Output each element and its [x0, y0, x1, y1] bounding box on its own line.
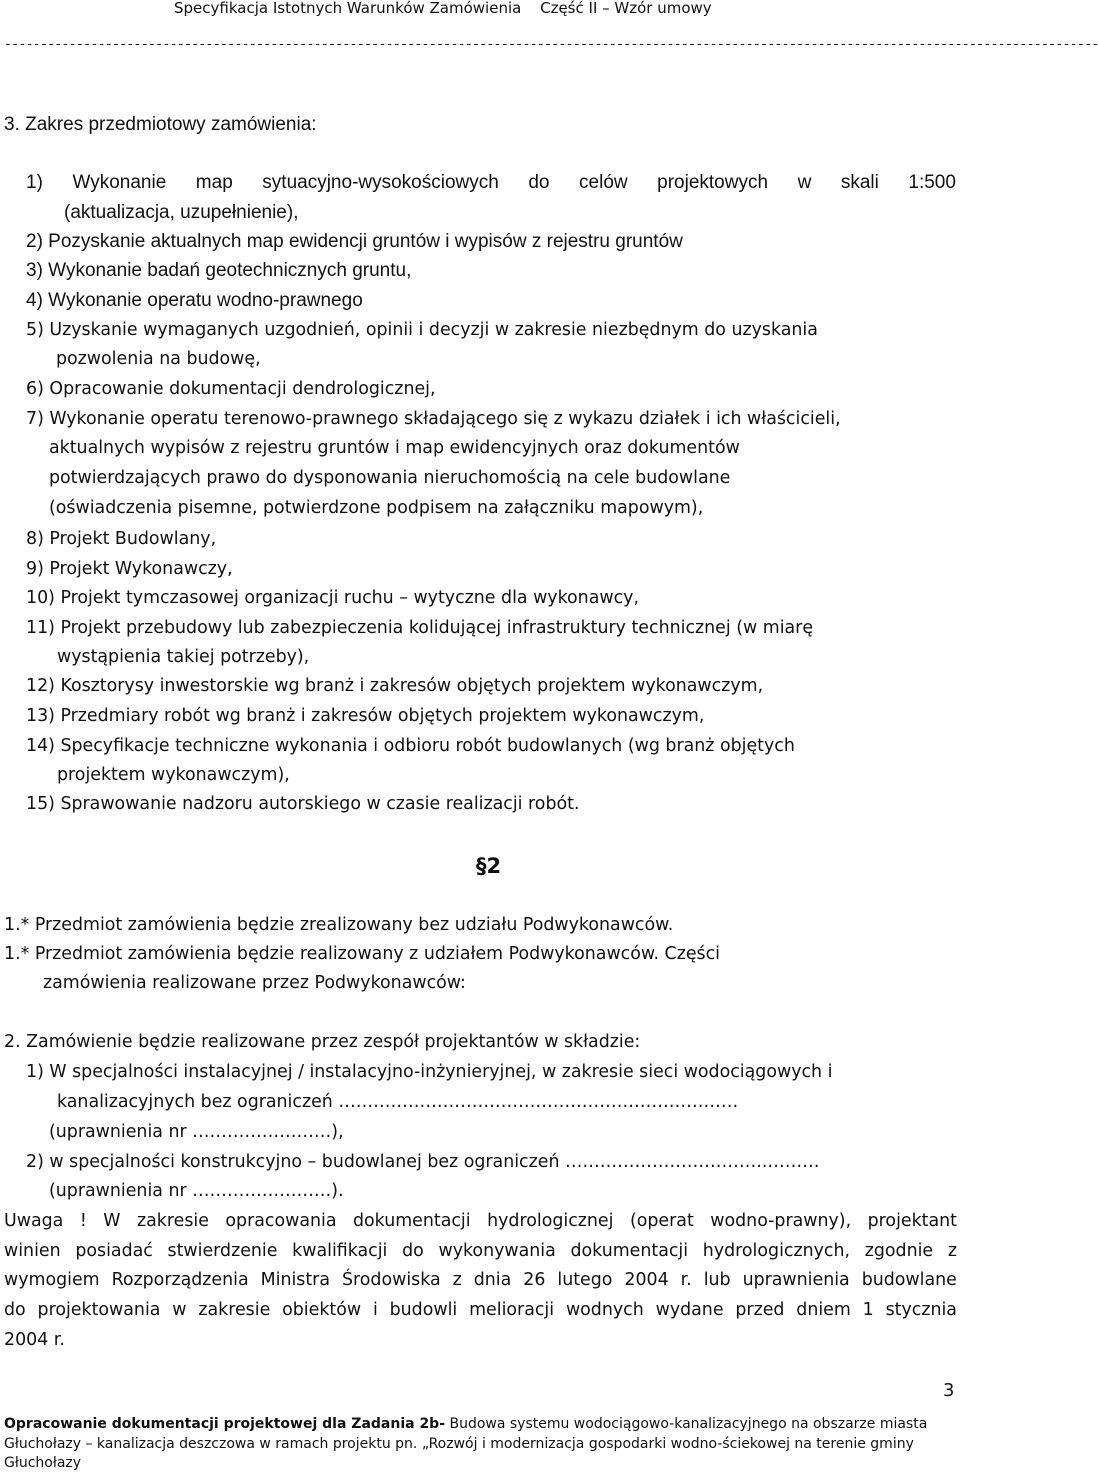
note-line-4-word: i	[372, 1300, 378, 1320]
note-line-4-word: przed	[735, 1300, 785, 1320]
page-number: 3	[943, 1380, 955, 1401]
note-line-1-word: W	[103, 1211, 121, 1231]
note-line-1-word: !	[79, 1211, 87, 1231]
note-line-1-word: opracowania	[225, 1211, 337, 1231]
note-line-2-word: kwalifikacji	[292, 1241, 388, 1261]
note-line-1-word: wodno-prawny),	[710, 1211, 852, 1231]
note-line-4	[4, 1302, 957, 1319]
note-line-3-word: lutego	[557, 1270, 613, 1290]
scope-item-1-word: map	[195, 172, 233, 193]
scope-item-7-cont-2: potwierdzających prawo do dysponowania nieruchomością na cele budowlane	[49, 468, 731, 488]
note-line-4-word: melioracji	[469, 1300, 555, 1320]
scope-item-1-word: projektowych	[657, 172, 769, 193]
note-line-1-word: dokumentacji	[353, 1211, 471, 1231]
note-line-1-word: zakresie	[137, 1211, 209, 1231]
note-end: 2004 r.	[4, 1330, 65, 1350]
scope-item-14: 14) Specyfikacje techniczne wykonania i odbioru robót budowlanych (wg branż objętych	[26, 736, 795, 756]
scope-item-9: 9) Projekt Wykonawczy,	[26, 559, 233, 579]
note-line-3-word: dnia	[473, 1270, 512, 1290]
note-line-4-word: w	[172, 1300, 187, 1320]
note-line-4-word: zakresie	[198, 1300, 271, 1320]
note-line-2-word: stwierdzenie	[167, 1241, 278, 1261]
scope-item-14-cont: projektem wykonawczym),	[57, 765, 290, 785]
note-line-4-word: projektowania	[37, 1300, 161, 1320]
scope-item-7-cont-3: (oświadczenia pisemne, potwierdzone podpisem na załączniku mapowym),	[49, 498, 704, 518]
scope-item-1-cont: (aktualizacja, uzupełnienie),	[64, 202, 299, 223]
scope-item-1-word: celów	[579, 172, 628, 193]
scope-item-6: 6) Opracowanie dokumentacji dendrologicznej,	[26, 379, 436, 399]
note-line-1	[4, 1213, 957, 1230]
note-line-4-word: wydane	[655, 1300, 724, 1320]
note-line-3-word: z	[452, 1270, 462, 1290]
header-title: Specyfikacja Istotnych Warunków Zamówienia Część II – Wzór umowy	[174, 0, 712, 17]
note-line-3-word: 2004	[624, 1270, 669, 1290]
sec2-p3: 2. Zamówienie będzie realizowane przez zespół projektantów w składzie:	[4, 1032, 641, 1052]
note-line-3-word: Ministra	[260, 1270, 330, 1290]
note-line-1-word: hydrologicznej	[487, 1211, 614, 1231]
scope-item-11: 11) Projekt przebudowy lub zabezpieczenia kolidującej infrastruktury technicznej (w miarę	[26, 618, 814, 638]
scope-item-2: 2) Pozyskanie aktualnych map ewidencji gruntów i wypisów z rejestru gruntów	[26, 231, 683, 252]
sec2-p2-cont: zamówienia realizowane przez Podwykonawców:	[43, 973, 466, 993]
scope-item-1-word: w	[797, 172, 812, 193]
sec2-p3-item-1-perm: (uprawnienia nr ……………………),	[49, 1122, 344, 1142]
note-line-3	[4, 1272, 957, 1289]
note-line-1-word: Uwaga	[4, 1211, 64, 1231]
note-line-2-word: do	[402, 1241, 424, 1261]
scope-item-7-cont-1: aktualnych wypisów z rejestru gruntów i map ewidencyjnych oraz dokumentów	[49, 438, 740, 458]
scope-item-4: 4) Wykonanie operatu wodno-prawnego	[26, 290, 363, 311]
sec2-p3-item-2: 2) w specjalności konstrukcyjno – budowlanej bez ograniczeń ……………………………..………	[26, 1152, 820, 1172]
note-line-4-word: budowli	[389, 1300, 458, 1320]
scope-item-8: 8) Projekt Budowlany,	[26, 529, 217, 549]
note-line-2-word: wykonywania	[438, 1241, 556, 1261]
note-line-3-word: budowlane	[861, 1270, 957, 1290]
scope-item-13: 13) Przedmiary robót wg branż i zakresów objętych projektem wykonawczym,	[26, 706, 705, 726]
footer-line-3: Głuchołazy	[4, 1455, 82, 1471]
note-line-2-word: hydrologicznych,	[702, 1241, 851, 1261]
note-line-3-word: r.	[680, 1270, 692, 1290]
scope-item-1-word: 1)	[26, 172, 43, 193]
scope-item-1-word: skali	[840, 172, 879, 193]
note-line-2	[4, 1243, 957, 1260]
scope-item-1	[26, 173, 956, 192]
sec2-p1: 1.* Przedmiot zamówienia będzie zrealizowany bez udziału Podwykonawców.	[4, 915, 674, 935]
note-line-4-word: obiektów	[282, 1300, 362, 1320]
scope-item-1-word: 1:500	[908, 172, 956, 193]
scope-item-5: 5) Uzyskanie wymaganych uzgodnień, opinii i decyzji w zakresie niezbędnym do uzyskania	[26, 320, 818, 340]
note-line-4-word: wodnych	[565, 1300, 644, 1320]
section-mark: §2	[476, 854, 502, 878]
sec2-p3-item-2-perm: (uprawnienia nr ……………………).	[49, 1181, 344, 1201]
sec2-p2: 1.* Przedmiot zamówienia będzie realizowany z udziałem Podwykonawców. Części	[4, 944, 720, 964]
note-line-4-word: dniem	[796, 1300, 851, 1320]
note-line-3-word: 26	[523, 1270, 546, 1290]
scope-item-1-word: Wykonanie	[72, 172, 167, 193]
note-line-3-word: uprawnienia	[742, 1270, 850, 1290]
sec2-p3-item-1-cont: kanalizacyjnych bez ograniczeń ……………………………………………………………	[57, 1092, 739, 1112]
scope-item-11-cont: wystąpienia takiej potrzeby),	[57, 647, 310, 667]
scope-item-15: 15) Sprawowanie nadzoru autorskiego w czasie realizacji robót.	[26, 794, 580, 814]
note-line-4-word: do	[4, 1300, 26, 1320]
note-line-3-word: Środowiska	[341, 1270, 441, 1290]
note-line-4-word: stycznia	[885, 1300, 957, 1320]
note-line-3-word: Rozporządzenia	[111, 1270, 249, 1290]
note-line-2-word: winien	[4, 1241, 61, 1261]
note-line-2-word: zgodnie	[864, 1241, 934, 1261]
note-line-4-word: 1	[862, 1300, 874, 1320]
scope-item-3: 3) Wykonanie badań geotechnicznych gruntu,	[26, 260, 412, 281]
header-rule: --------------------------------------------------------------------------------------------------------------------------------------------------------	[4, 37, 1099, 52]
note-line-1-word: projektant	[867, 1211, 957, 1231]
scope-item-10: 10) Projekt tymczasowej organizacji ruchu – wytyczne dla wykonawcy,	[26, 588, 639, 608]
note-line-1-word: (operat	[629, 1211, 694, 1231]
note-line-3-word: wymogiem	[4, 1270, 100, 1290]
scope-item-1-word: sytuacyjno-wysokościowych	[262, 172, 499, 193]
sec2-p3-item-1: 1) W specjalności instalacyjnej / instalacyjno-inżynieryjnej, w zakresie sieci wodociągowych i	[26, 1062, 833, 1082]
scope-item-5-cont: pozwolenia na budowę,	[56, 349, 261, 369]
footer-line-2: Głuchołazy – kanalizacja deszczowa w ramach projektu pn. „Rozwój i modernizacja gospodarki wodno-ściekowej na terenie gminy	[4, 1436, 914, 1452]
note-line-3-word: lub	[703, 1270, 731, 1290]
footer-line-1: Opracowanie dokumentacji projektowej dla Zadania 2b- Budowa systemu wodociągowo-kanalizacyjnego na obszarze miasta	[4, 1416, 928, 1432]
scope-item-12: 12) Kosztorysy inwestorskie wg branż i zakresów objętych projektem wykonawczym,	[26, 676, 764, 696]
note-line-2-word: dokumentacji	[570, 1241, 689, 1261]
note-line-2-word: posiadać	[75, 1241, 153, 1261]
scope-item-7: 7) Wykonanie operatu terenowo-prawnego składającego się z wykazu działek i ich właścicieli,	[26, 409, 841, 429]
scope-item-1-word: do	[528, 172, 550, 193]
scope-heading: 3. Zakres przedmiotowy zamówienia:	[4, 114, 317, 135]
note-line-2-word: z	[947, 1241, 957, 1261]
